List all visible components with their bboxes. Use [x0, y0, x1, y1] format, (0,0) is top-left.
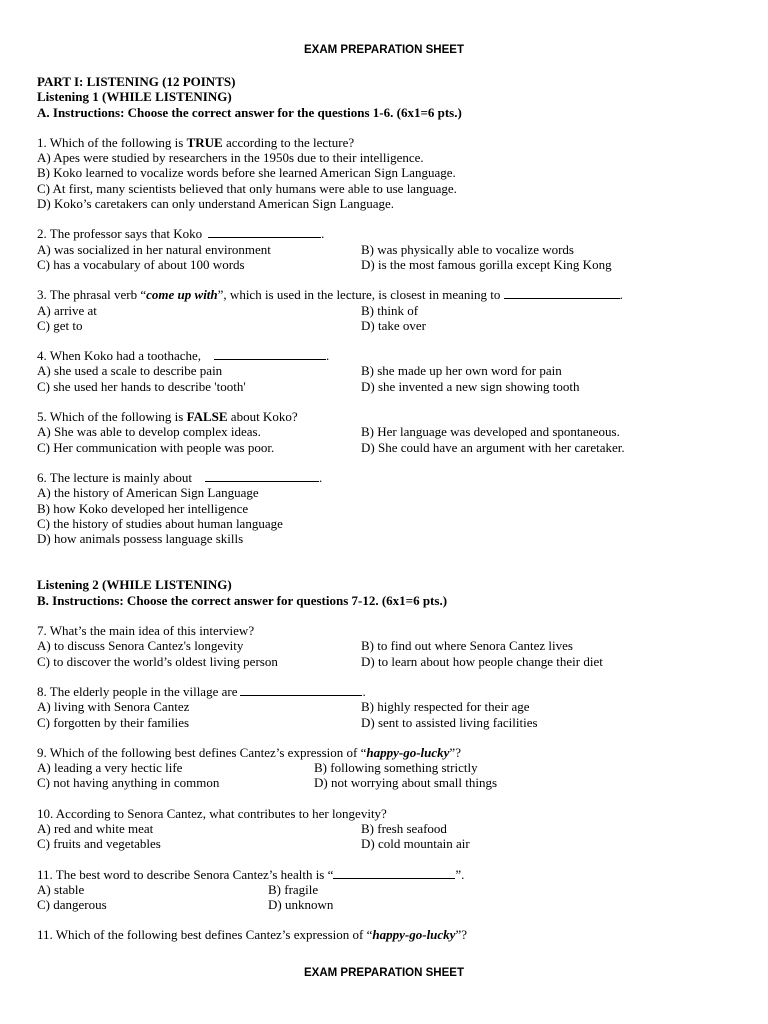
- instructions-a: A. Instructions: Choose the correct answer for the questions 1-6. (6x1=6 pts.): [37, 104, 462, 120]
- question-stem: 5. Which of the following is FALSE about Koko?: [37, 409, 298, 425]
- section-heading-listening-2: Listening 2 (WHILE LISTENING): [37, 577, 232, 593]
- option-a[interactable]: A) she used a scale to describe pain: [37, 363, 223, 379]
- question-stem: 1. Which of the following is TRUE according to the lecture?: [37, 134, 355, 150]
- question-11: [37, 867, 737, 913]
- section-heading-listening-1: Listening 1 (WHILE LISTENING): [37, 89, 232, 105]
- option-c[interactable]: C) get to: [37, 317, 83, 333]
- question-stem: 4. When Koko had a toothache, .: [37, 348, 330, 364]
- question-4: [37, 348, 737, 394]
- option-d[interactable]: D) to learn about how people change their diet: [361, 653, 603, 669]
- option-d[interactable]: D) take over: [361, 317, 426, 333]
- option-b[interactable]: B) highly respected for their age: [361, 699, 530, 715]
- option-b[interactable]: B) Her language was developed and spontaneous.: [361, 424, 620, 440]
- option-b[interactable]: B) think of: [361, 302, 419, 318]
- answer-blank[interactable]: [333, 867, 455, 879]
- option-c[interactable]: C) the history of studies about human language: [37, 515, 283, 531]
- question-3: [37, 287, 737, 333]
- option-c[interactable]: C) fruits and vegetables: [37, 836, 161, 852]
- question-6: [37, 470, 737, 546]
- option-a[interactable]: A) Apes were studied by researchers in the 1950s due to their intelligence.: [37, 150, 424, 166]
- option-c[interactable]: C) Her communication with people was poor.: [37, 439, 275, 455]
- option-c[interactable]: C) to discover the world’s oldest living person: [37, 653, 278, 669]
- option-c[interactable]: C) dangerous: [37, 897, 107, 913]
- option-c[interactable]: C) not having anything in common: [37, 775, 220, 791]
- option-d[interactable]: D) how animals possess language skills: [37, 531, 244, 547]
- question-11-repeat: [37, 927, 737, 942]
- option-d[interactable]: D) Koko’s caretakers can only understand American Sign Language.: [37, 196, 395, 212]
- option-a[interactable]: A) She was able to develop complex ideas.: [37, 424, 261, 440]
- option-b[interactable]: B) Koko learned to vocalize words before she learned American Sign Language.: [37, 165, 456, 181]
- instructions-b: B. Instructions: Choose the correct answer for questions 7-12. (6x1=6 pts.): [37, 592, 448, 608]
- option-a[interactable]: A) was socialized in her natural environment: [37, 241, 271, 257]
- option-b[interactable]: B) how Koko developed her intelligence: [37, 500, 249, 516]
- option-c[interactable]: C) forgotten by their families: [37, 714, 190, 730]
- answer-blank[interactable]: [208, 226, 321, 238]
- question-5: [37, 409, 737, 455]
- option-a[interactable]: A) the history of American Sign Language: [37, 485, 259, 501]
- option-d[interactable]: D) not worrying about small things: [314, 775, 498, 791]
- question-stem: 3. The phrasal verb “come up with”, which is used in the lecture, is closest in meaning to .: [37, 287, 623, 303]
- footer-title: EXAM PREPARATION SHEET: [304, 967, 464, 979]
- option-a[interactable]: A) to discuss Senora Cantez's longevity: [37, 638, 244, 654]
- option-a[interactable]: A) leading a very hectic life: [37, 760, 183, 776]
- part-heading: PART I: LISTENING (12 POINTS): [37, 74, 236, 89]
- option-c[interactable]: C) she used her hands to describe 'tooth': [37, 378, 246, 394]
- question-2: [37, 226, 737, 272]
- option-d[interactable]: D) is the most famous gorilla except King Kong: [361, 256, 612, 272]
- option-b[interactable]: B) following something strictly: [314, 760, 478, 776]
- question-stem: 2. The professor says that Koko .: [37, 226, 325, 242]
- question-stem: 8. The elderly people in the village are .: [37, 683, 366, 699]
- option-d[interactable]: D) she invented a new sign showing tooth: [361, 378, 580, 394]
- sheet-title: EXAM PREPARATION SHEET: [304, 44, 464, 56]
- option-a[interactable]: A) arrive at: [37, 302, 97, 318]
- question-8: [37, 684, 737, 730]
- option-b[interactable]: B) fragile: [268, 881, 319, 897]
- option-b[interactable]: B) was physically able to vocalize words: [361, 241, 574, 257]
- question-stem: 7. What’s the main idea of this interview?: [37, 623, 255, 639]
- option-d[interactable]: D) cold mountain air: [361, 836, 470, 852]
- option-d[interactable]: D) sent to assisted living facilities: [361, 714, 538, 730]
- option-b[interactable]: B) to find out where Senora Cantez lives: [361, 638, 573, 654]
- exam-content: [37, 74, 737, 943]
- question-1: [37, 135, 737, 211]
- question-7: [37, 623, 737, 669]
- answer-blank[interactable]: [205, 470, 319, 482]
- answer-blank[interactable]: [240, 684, 362, 696]
- answer-blank[interactable]: [214, 348, 326, 360]
- option-c[interactable]: C) At first, many scientists believed that only humans were able to use language.: [37, 180, 457, 196]
- option-c[interactable]: C) has a vocabulary of about 100 words: [37, 256, 245, 272]
- option-a[interactable]: A) stable: [37, 881, 85, 897]
- option-d[interactable]: D) She could have an argument with her caretaker.: [361, 439, 625, 455]
- option-b[interactable]: B) she made up her own word for pain: [361, 363, 562, 379]
- question-stem: 11. Which of the following best defines Cantez’s expression of “happy-go-lucky”?: [37, 927, 467, 943]
- option-a[interactable]: A) living with Senora Cantez: [37, 699, 190, 715]
- question-10: [37, 806, 737, 852]
- option-a[interactable]: A) red and white meat: [37, 820, 154, 836]
- question-stem: 6. The lecture is mainly about .: [37, 469, 323, 485]
- answer-blank[interactable]: [504, 287, 620, 299]
- option-d[interactable]: D) unknown: [268, 897, 334, 913]
- option-b[interactable]: B) fresh seafood: [361, 820, 447, 836]
- question-stem: 9. Which of the following best defines Cantez’s expression of “happy-go-lucky”?: [37, 744, 461, 760]
- question-stem: 11. The best word to describe Senora Cantez’s health is “ ”.: [37, 866, 465, 882]
- question-9: [37, 745, 737, 791]
- question-stem: 10. According to Senora Cantez, what contributes to her longevity?: [37, 805, 387, 821]
